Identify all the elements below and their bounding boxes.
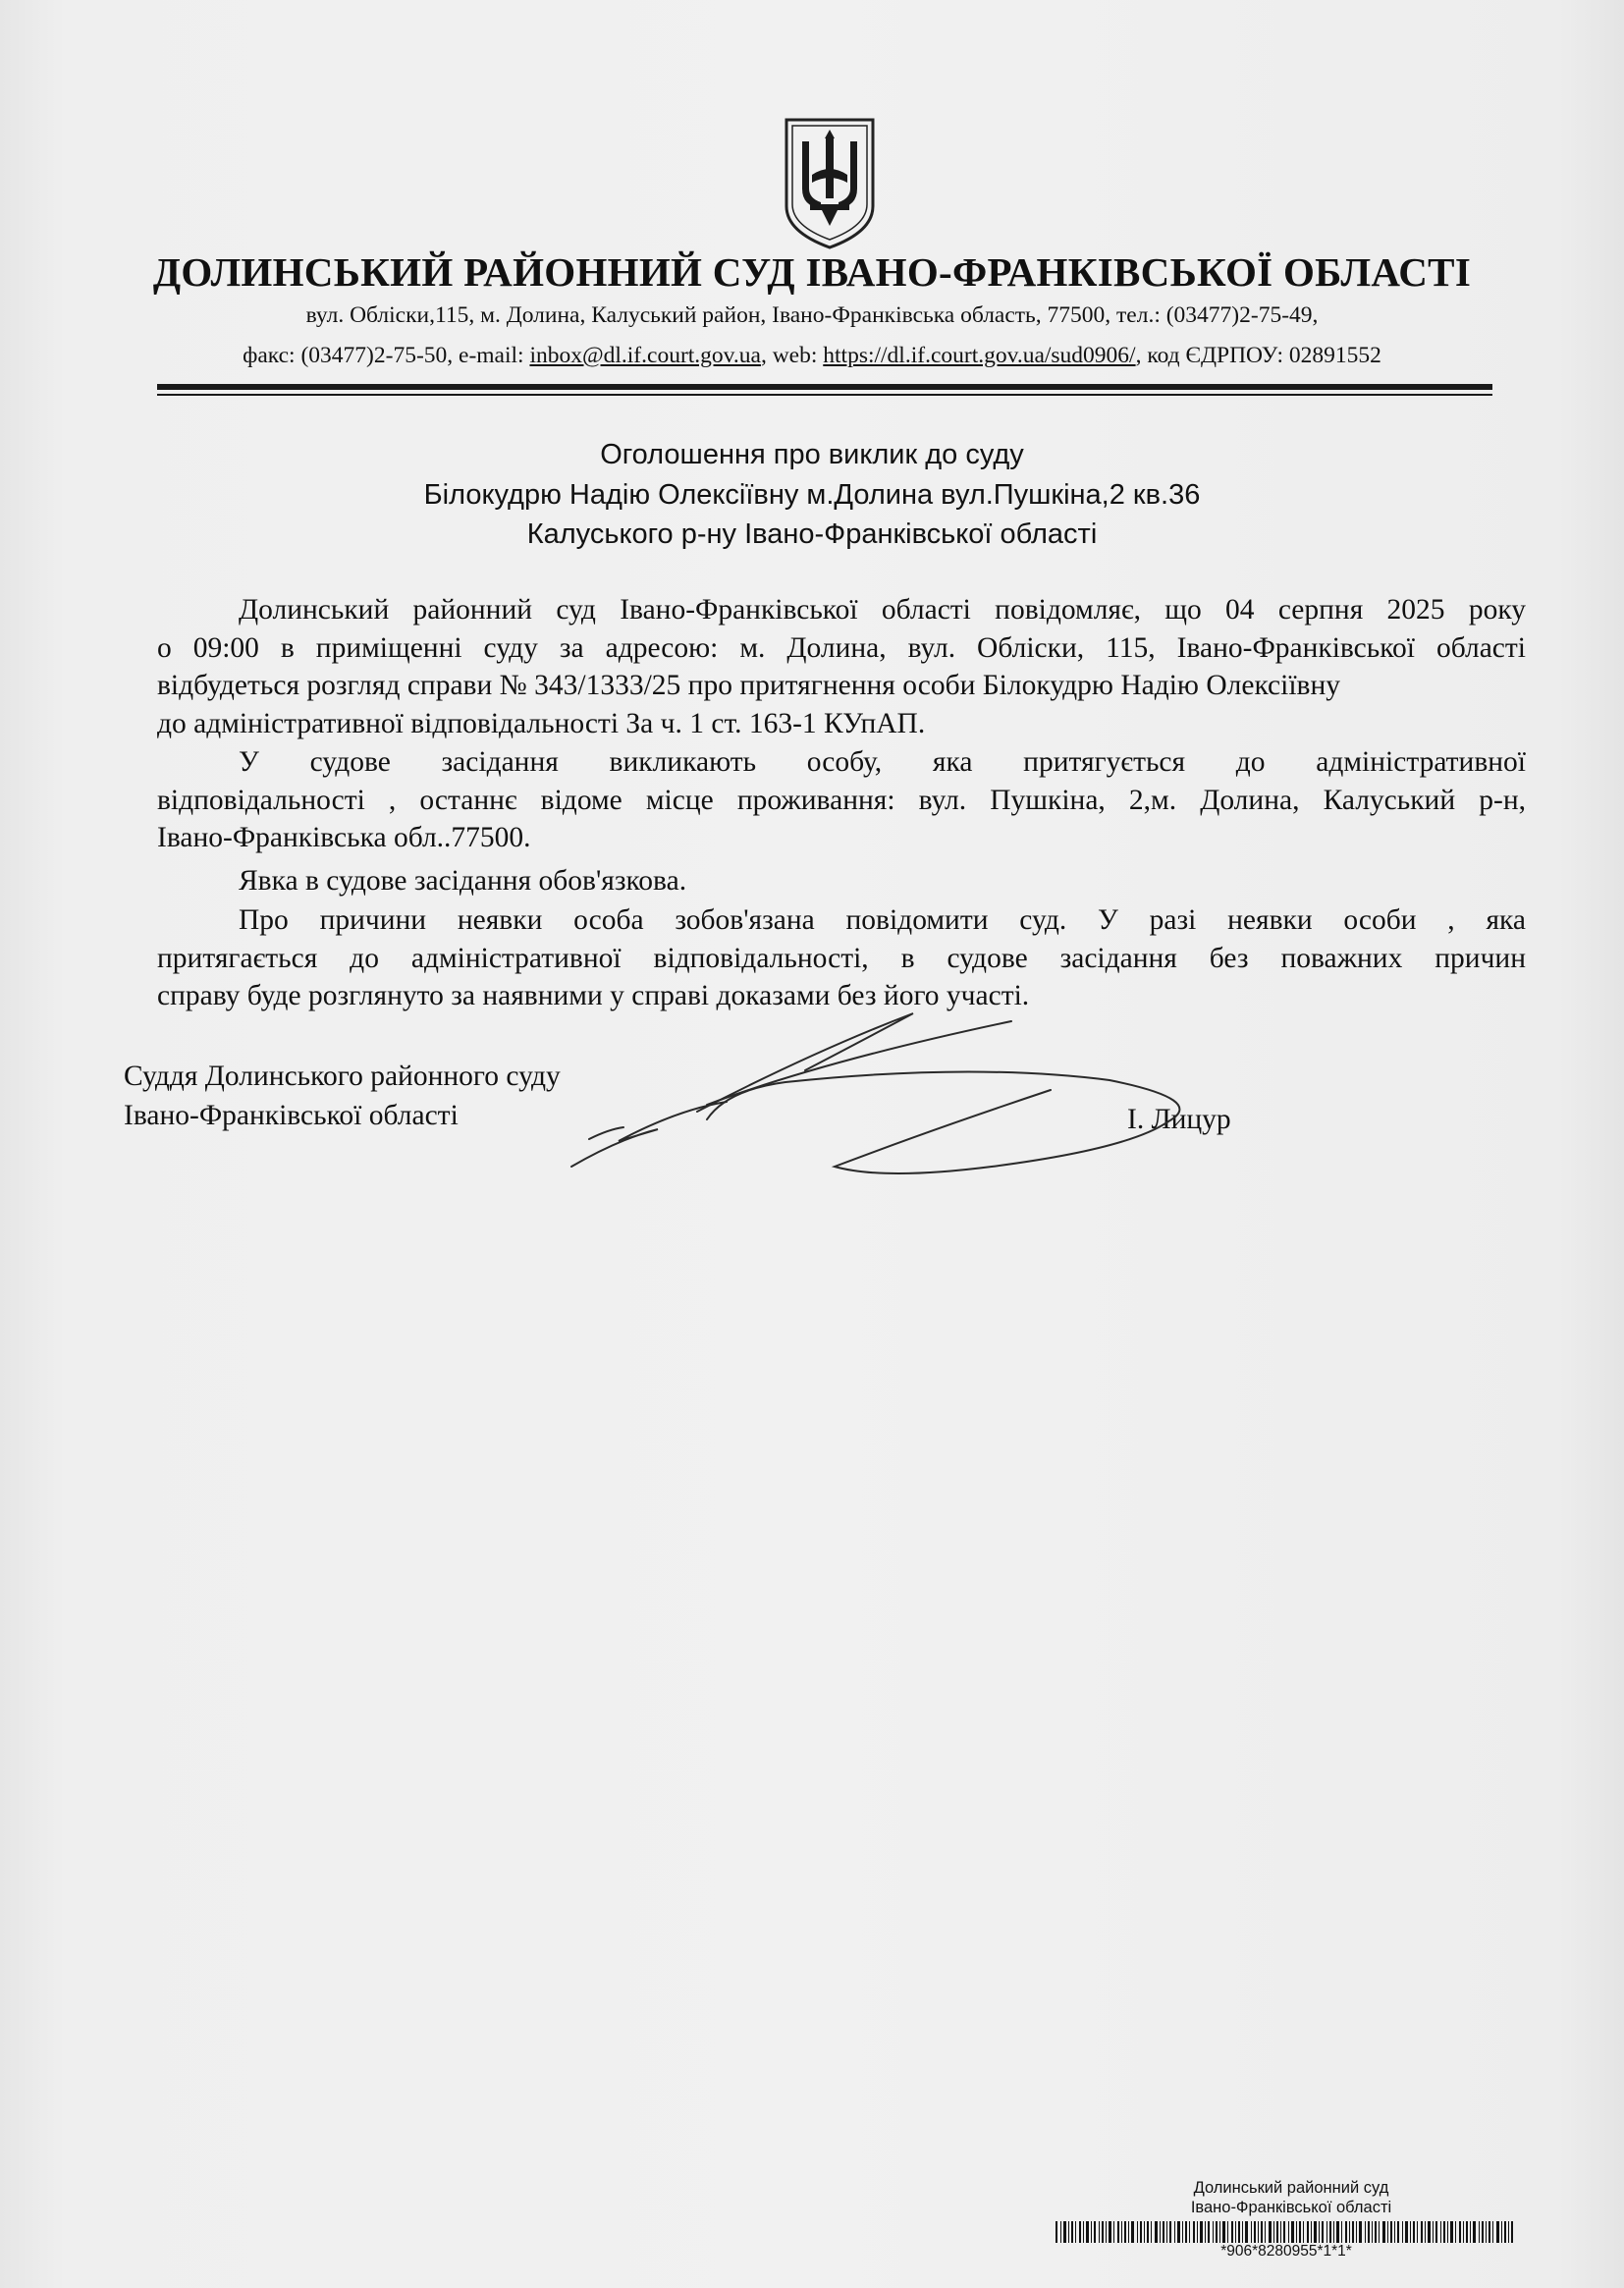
barcode-bar: [1193, 2221, 1195, 2243]
judge-title-line: Суддя Долинського районного суду: [124, 1061, 561, 1092]
barcode-bar: [1205, 2221, 1206, 2243]
barcode-bar: [1166, 2221, 1167, 2243]
barcode-bar: [1216, 2221, 1218, 2243]
text-line: Явка в судове засідання обов'язкова.: [239, 865, 687, 897]
notice-addressee-region: Калуського р-ну Івано-Франківської області: [526, 518, 1098, 550]
barcode-bar: [1288, 2221, 1289, 2243]
text-line: справу буде розглянуто за наявними у справі доказами без його участі.: [157, 980, 1030, 1011]
email-link[interactable]: inbox@dl.if.court.gov.ua: [529, 343, 761, 368]
barcode-number: *906*8280955*1*1*: [1220, 2243, 1352, 2260]
barcode-bar: [1492, 2221, 1493, 2243]
barcode-bar: [1405, 2221, 1408, 2243]
barcode-bar: [1463, 2221, 1464, 2243]
barcode-bar: [1387, 2221, 1388, 2243]
barcode-bar: [1144, 2221, 1145, 2243]
paragraph-attendance: [157, 862, 1526, 900]
barcode-bar: [1258, 2221, 1259, 2243]
barcode-bar: [1421, 2221, 1423, 2243]
barcode-bar: [1402, 2221, 1403, 2243]
text-line: відбудеться розгляд справи № 343/1333/25 про притягнення особи Білокудрю Надію Олексіївну: [157, 670, 1341, 701]
barcode-bar: [1482, 2221, 1484, 2243]
barcode-bar: [1283, 2221, 1285, 2243]
barcode-bar: [1099, 2221, 1100, 2243]
edrpou-code: , код ЄДРПОУ: 02891552: [1135, 343, 1381, 368]
registry-stamp: [1056, 2178, 1527, 2217]
barcode-bar: [1169, 2221, 1171, 2243]
barcode-bar: [1106, 2221, 1107, 2243]
barcode-bar: [1208, 2221, 1210, 2243]
barcode-bar: [1121, 2221, 1122, 2243]
barcode-bar: [1140, 2221, 1142, 2243]
barcode: [1056, 2221, 1517, 2243]
barcode-bar: [1071, 2221, 1073, 2243]
barcode-bar: [1352, 2221, 1354, 2243]
barcode-bar: [1356, 2221, 1357, 2243]
barcode-bar: [1375, 2221, 1377, 2243]
barcode-bar: [1341, 2221, 1342, 2243]
barcode-bar: [1496, 2221, 1499, 2243]
barcode-bar: [1470, 2221, 1471, 2243]
barcode-bar: [1311, 2221, 1312, 2243]
court-contacts: [0, 343, 1624, 369]
barcode-bar: [1231, 2221, 1233, 2243]
barcode-bar: [1155, 2221, 1158, 2243]
barcode-bar: [1372, 2221, 1373, 2243]
barcode-bar: [1296, 2221, 1297, 2243]
judge-title-line: Івано-Франківської області: [124, 1100, 459, 1131]
text-line: до адміністративної відповідальності За ч. 1 ст. 163-1 КУпАП.: [157, 707, 926, 739]
barcode-bar: [1197, 2221, 1198, 2243]
barcode-bar: [1060, 2221, 1061, 2243]
barcode-bar: [1222, 2221, 1225, 2243]
barcode-bar: [1242, 2221, 1243, 2243]
barcode-bar: [1160, 2221, 1161, 2243]
barcode-bar: [1368, 2221, 1370, 2243]
barcode-bar: [1410, 2221, 1411, 2243]
barcode-bar: [1435, 2221, 1437, 2243]
barcode-bar: [1319, 2221, 1320, 2243]
barcode-bar: [1379, 2221, 1380, 2243]
barcode-bar: [1459, 2221, 1461, 2243]
notice-addressee: Білокудрю Надію Олексіївну м.Долина вул.Пушкіна,2 кв.36: [423, 479, 1201, 511]
barcode-bar: [1489, 2221, 1490, 2243]
barcode-bar: [1056, 2221, 1057, 2243]
barcode-bar: [1151, 2221, 1152, 2243]
notice-title: Оголошення про виклик до суду: [600, 439, 1024, 470]
barcode-bar: [1397, 2221, 1399, 2243]
barcode-bar: [1182, 2221, 1183, 2243]
barcode-bar: [1163, 2221, 1164, 2243]
barcode-bar: [1235, 2221, 1236, 2243]
barcode-bar: [1322, 2221, 1324, 2243]
barcode-bar: [1299, 2221, 1301, 2243]
barcode-bar: [1280, 2221, 1281, 2243]
barcode-bar: [1413, 2221, 1415, 2243]
barcode-bar: [1307, 2221, 1309, 2243]
barcode-bar: [1245, 2221, 1248, 2243]
barcode-bar: [1390, 2221, 1392, 2243]
paragraph-hearing: [157, 591, 1526, 742]
header-divider: [157, 384, 1492, 390]
barcode-bar: [1227, 2221, 1228, 2243]
stamp-line: Івано-Франківської області: [1190, 2199, 1392, 2216]
barcode-bar: [1428, 2221, 1431, 2243]
barcode-bar: [1359, 2221, 1362, 2243]
barcode-bar: [1079, 2221, 1081, 2243]
barcode-bar: [1094, 2221, 1096, 2243]
barcode-bar: [1117, 2221, 1119, 2243]
handwritten-signature: [560, 992, 1208, 1188]
barcode-bar: [1185, 2221, 1187, 2243]
barcode-bar: [1473, 2221, 1476, 2243]
barcode-bar: [1254, 2221, 1256, 2243]
barcode-bar: [1433, 2221, 1434, 2243]
barcode-bar: [1075, 2221, 1076, 2243]
barcode-bar: [1365, 2221, 1366, 2243]
text-line: Про причини неявки особа зобов'язана повідомити суд. У разі неявки особи , яка: [239, 904, 1526, 936]
barcode-bar: [1128, 2221, 1129, 2243]
barcode-bar: [1417, 2221, 1418, 2243]
judge-title: [124, 1057, 561, 1135]
barcode-bar: [1336, 2221, 1339, 2243]
text-line: Долинський районний суд Івано-Франківської області повідомляє, що 04 серпня 2025 року: [239, 594, 1526, 626]
barcode-bar: [1273, 2221, 1274, 2243]
fax-text: факс: (03477)2-75-50, e-mail:: [243, 343, 530, 368]
barcode-bar: [1063, 2221, 1066, 2243]
barcode-bar: [1174, 2221, 1175, 2243]
court-address: вул. Обліски,115, м. Долина, Калуський район, Івано-Франківська область, 77500, тел.: (03477)2-75-49,: [305, 302, 1319, 328]
barcode-bar: [1147, 2221, 1149, 2243]
barcode-bar: [1479, 2221, 1480, 2243]
stamp-line: Долинський районний суд: [1193, 2179, 1389, 2197]
web-link[interactable]: https://dl.if.court.gov.ua/sud0906/: [823, 343, 1136, 368]
barcode-bar: [1238, 2221, 1240, 2243]
barcode-bar: [1326, 2221, 1327, 2243]
text-line: Івано-Франківська обл..77500.: [157, 822, 531, 853]
paragraph-summons: [157, 743, 1526, 857]
barcode-bar: [1504, 2221, 1506, 2243]
web-label: , web:: [760, 343, 824, 368]
barcode-bar: [1265, 2221, 1266, 2243]
barcode-bar: [1440, 2221, 1441, 2243]
text-line: притягається до адміністративної відповідальності, в судове засідання без поважних причин: [157, 942, 1526, 974]
barcode-bar: [1450, 2221, 1453, 2243]
barcode-bar: [1083, 2221, 1084, 2243]
barcode-bar: [1269, 2221, 1272, 2243]
barcode-bar: [1131, 2221, 1134, 2243]
barcode-bar: [1329, 2221, 1331, 2243]
barcode-bar: [1200, 2221, 1203, 2243]
barcode-bar: [1137, 2221, 1138, 2243]
barcode-bar: [1251, 2221, 1252, 2243]
barcode-bar: [1508, 2221, 1509, 2243]
barcode-bar: [1511, 2221, 1513, 2243]
barcode-bar: [1113, 2221, 1114, 2243]
header-divider-thin: [157, 394, 1492, 396]
barcode-bar: [1261, 2221, 1263, 2243]
barcode-bar: [1349, 2221, 1350, 2243]
barcode-bar: [1213, 2221, 1214, 2243]
barcode-bar: [1345, 2221, 1347, 2243]
barcode-bar: [1443, 2221, 1445, 2243]
barcode-bar: [1276, 2221, 1278, 2243]
barcode-bar: [1219, 2221, 1220, 2243]
barcode-bar: [1455, 2221, 1456, 2243]
barcode-bar: [1091, 2221, 1092, 2243]
text-line: відповідальності , останнє відоме місце проживання: вул. Пушкіна, 2,м. Долина, Калуський р-н,: [157, 784, 1526, 816]
barcode-bar: [1314, 2221, 1317, 2243]
text-line: У судове засідання викликають особу, яка притягується до адміністративної: [239, 746, 1526, 778]
barcode-bar: [1501, 2221, 1502, 2243]
barcode-bar: [1124, 2221, 1126, 2243]
barcode-bar: [1303, 2221, 1304, 2243]
barcode-bar: [1109, 2221, 1111, 2243]
barcode-bar: [1177, 2221, 1180, 2243]
barcode-bar: [1068, 2221, 1069, 2243]
barcode-bar: [1333, 2221, 1334, 2243]
barcode-bar: [1189, 2221, 1190, 2243]
coat-of-arms-icon: [783, 116, 877, 251]
barcode-bar: [1425, 2221, 1426, 2243]
barcode-bar: [1394, 2221, 1395, 2243]
barcode-bar: [1291, 2221, 1294, 2243]
judge-name: І. Лицур: [1127, 1104, 1231, 1135]
court-name: ДОЛИНСЬКИЙ РАЙОННИЙ СУД ІВАНО-ФРАНКІВСЬКОЇ ОБЛАСТІ: [152, 249, 1472, 295]
barcode-bar: [1486, 2221, 1487, 2243]
barcode-bar: [1466, 2221, 1468, 2243]
text-line: о 09:00 в приміщенні суду за адресою: м. Долина, вул. Обліски, 115, Івано-Франківської області: [157, 631, 1526, 664]
barcode-bar: [1086, 2221, 1089, 2243]
barcode-bar: [1447, 2221, 1448, 2243]
barcode-bar: [1382, 2221, 1385, 2243]
barcode-bar: [1102, 2221, 1104, 2243]
